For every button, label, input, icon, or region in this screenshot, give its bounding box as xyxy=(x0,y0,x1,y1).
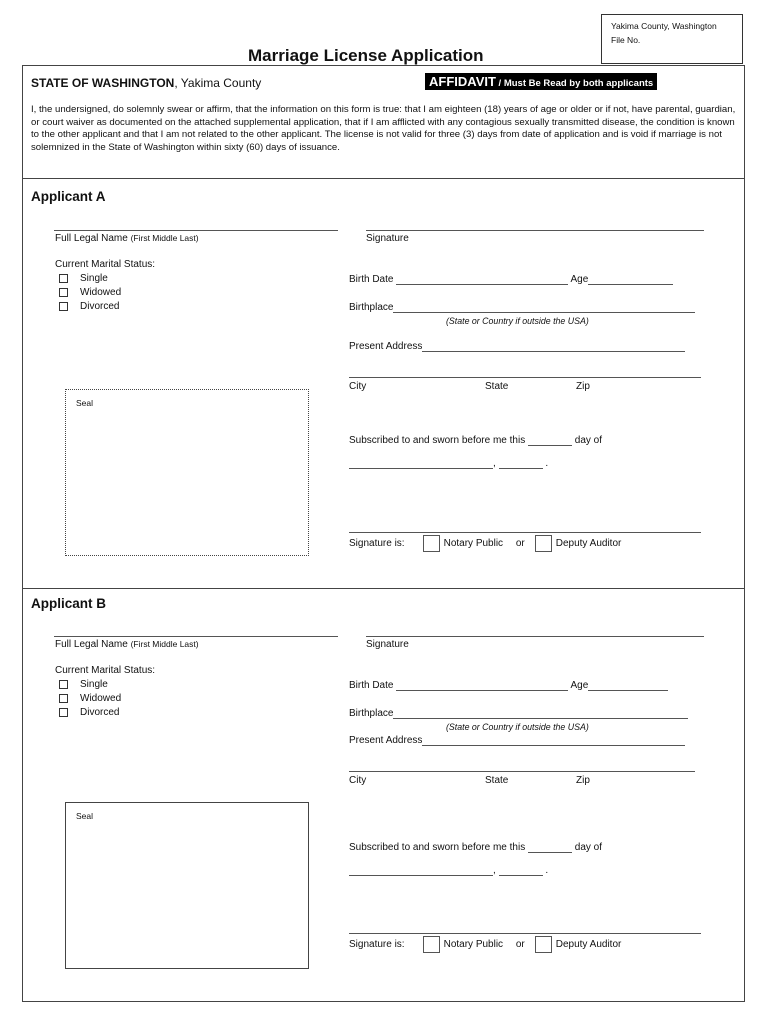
b-official-signature-field[interactable] xyxy=(349,933,701,934)
b-notary-checkbox[interactable] xyxy=(423,936,440,953)
a-birthplace-label: Birthplace xyxy=(349,302,394,313)
b-sworn-row xyxy=(349,842,602,853)
a-signature-label: Signature xyxy=(366,233,409,244)
a-sworn-date-row: , . xyxy=(349,458,548,469)
a-birth-date-field[interactable] xyxy=(396,274,568,285)
a-full-name-label xyxy=(55,233,199,244)
a-status-widowed-label: Widowed xyxy=(80,287,122,298)
a-or-label: or xyxy=(515,538,525,550)
state-name: STATE OF WASHINGTON xyxy=(31,76,175,90)
checkbox-icon[interactable] xyxy=(59,288,68,297)
a-notary-checkbox[interactable] xyxy=(423,535,440,552)
b-sworn-year-field[interactable] xyxy=(499,865,543,876)
a-official-signature-field[interactable] xyxy=(349,532,701,533)
affidavit-title: AFFIDAVIT xyxy=(429,74,496,89)
a-signature-is-label: Signature is: xyxy=(349,538,405,550)
b-deputy-checkbox[interactable] xyxy=(535,936,552,953)
file-box-county: Yakima County, Washington xyxy=(611,21,717,31)
section-divider xyxy=(22,588,745,589)
a-city-state-zip-field[interactable] xyxy=(349,377,701,378)
b-age-label: Age xyxy=(570,680,589,691)
a-deputy-checkbox[interactable] xyxy=(535,535,552,552)
a-status-divorced-label: Divorced xyxy=(80,301,120,312)
b-seal-label: Seal xyxy=(76,811,94,821)
b-full-name-field[interactable] xyxy=(54,636,338,637)
checkbox-icon[interactable] xyxy=(59,274,68,283)
b-full-name-hint: (First Middle Last) xyxy=(130,639,199,649)
checkbox-icon[interactable] xyxy=(59,302,68,311)
b-status-divorced[interactable] xyxy=(59,706,121,720)
section-divider xyxy=(22,178,745,179)
a-sworn-year-field[interactable] xyxy=(499,458,543,469)
file-number-box[interactable] xyxy=(601,14,743,64)
a-seal-label: Seal xyxy=(76,398,94,408)
a-birth-date-label: Birth Date xyxy=(349,274,394,285)
b-sworn-date-row: , . xyxy=(349,865,548,876)
b-deputy-label: Deputy Auditor xyxy=(555,939,622,951)
affidavit-text: I, the undersigned, do solemnly swear or affirm, that the information on this form is true: that I am eighteen (18) years of age or older or if not, have parental, guardian, or court waiver as documented on the attached supplemental application, that if I am afflicted with any contagious sexually transmitted disease, the condition is known to the other applicant and that I am not related to the other applicant. The license is not valid for three (3) days from date of application and is void if marriage is not solemnized in the State of Washington within sixty (60) days of issuance. xyxy=(31,104,736,153)
a-marital-status-label: Current Marital Status: xyxy=(55,259,156,270)
a-address-field[interactable] xyxy=(422,341,685,352)
a-address-label: Present Address xyxy=(349,341,423,352)
b-birthplace-hint: (State or Country if outside the USA) xyxy=(446,722,589,732)
a-status-single[interactable] xyxy=(59,272,121,286)
b-birthplace-field[interactable] xyxy=(393,708,688,719)
a-sworn-day-field[interactable] xyxy=(528,435,572,446)
b-status-widowed-label: Widowed xyxy=(80,693,122,704)
b-status-single[interactable] xyxy=(59,678,121,692)
a-sworn-row xyxy=(349,435,602,446)
b-signature-is-row xyxy=(349,936,621,953)
a-deputy-label: Deputy Auditor xyxy=(555,538,622,550)
b-sworn-text: Subscribed to and sworn before me this xyxy=(349,842,526,853)
applicant-a-title: Applicant A xyxy=(31,189,106,204)
b-or-label: or xyxy=(515,939,525,951)
a-age-field[interactable] xyxy=(588,274,673,285)
b-full-name-label xyxy=(55,639,199,650)
a-birthplace-row xyxy=(349,302,695,313)
a-address-row xyxy=(349,341,685,352)
b-birthplace-row xyxy=(349,708,688,719)
file-box-label: File No. xyxy=(611,35,641,45)
b-signature-is-label: Signature is: xyxy=(349,939,405,951)
a-zip-label: Zip xyxy=(576,381,590,392)
a-notary-label: Notary Public xyxy=(443,538,504,550)
b-sworn-day-field[interactable] xyxy=(528,842,572,853)
b-zip-label: Zip xyxy=(576,775,590,786)
a-status-divorced[interactable] xyxy=(59,300,121,314)
a-sworn-month-field[interactable] xyxy=(349,458,493,469)
b-birth-date-field[interactable] xyxy=(396,680,568,691)
b-address-label: Present Address xyxy=(349,735,423,746)
county-name: , Yakima County xyxy=(174,76,262,90)
a-full-name-field[interactable] xyxy=(54,230,338,231)
b-address-row xyxy=(349,735,685,746)
affidavit-banner xyxy=(425,73,657,90)
state-heading xyxy=(31,76,261,90)
b-status-divorced-label: Divorced xyxy=(80,707,120,718)
a-marital-status-options xyxy=(59,272,121,314)
a-signature-is-row xyxy=(349,535,621,552)
a-status-single-label: Single xyxy=(80,273,108,284)
a-birthplace-field[interactable] xyxy=(393,302,695,313)
checkbox-icon[interactable] xyxy=(59,680,68,689)
a-sworn-text: Subscribed to and sworn before me this xyxy=(349,435,526,446)
a-signature-field[interactable] xyxy=(366,230,704,231)
b-status-widowed[interactable] xyxy=(59,692,121,706)
a-status-widowed[interactable] xyxy=(59,286,121,300)
b-birth-date-row xyxy=(349,680,668,691)
checkbox-icon[interactable] xyxy=(59,708,68,717)
a-city-label: City xyxy=(349,381,367,392)
affidavit-subtitle: / Must Be Read by both applicants xyxy=(495,78,654,89)
a-birthplace-hint: (State or Country if outside the USA) xyxy=(446,316,589,326)
b-birthplace-label: Birthplace xyxy=(349,708,394,719)
b-full-name-label-text: Full Legal Name xyxy=(55,639,128,650)
page-title: Marriage License Application xyxy=(248,46,484,65)
a-seal-box xyxy=(65,389,309,556)
a-day-of: day of xyxy=(574,435,603,446)
checkbox-icon[interactable] xyxy=(59,694,68,703)
b-day-of: day of xyxy=(574,842,603,853)
a-full-name-label-text: Full Legal Name xyxy=(55,233,128,244)
b-seal-box xyxy=(65,802,309,969)
b-status-single-label: Single xyxy=(80,679,108,690)
b-state-label: State xyxy=(485,775,509,786)
b-city-label: City xyxy=(349,775,367,786)
a-state-label: State xyxy=(485,381,509,392)
b-city-state-zip-field[interactable] xyxy=(349,771,695,772)
b-marital-status-options xyxy=(59,678,121,720)
b-age-field[interactable] xyxy=(588,680,668,691)
b-signature-field[interactable] xyxy=(366,636,704,637)
b-sworn-month-field[interactable] xyxy=(349,865,493,876)
b-marital-status-label: Current Marital Status: xyxy=(55,665,156,676)
applicant-b-title: Applicant B xyxy=(31,596,107,611)
a-full-name-hint: (First Middle Last) xyxy=(130,233,199,243)
b-address-field[interactable] xyxy=(422,735,685,746)
a-age-label: Age xyxy=(570,274,589,285)
b-birth-date-label: Birth Date xyxy=(349,680,394,691)
b-signature-label: Signature xyxy=(366,639,409,650)
a-birth-date-row xyxy=(349,274,673,285)
b-notary-label: Notary Public xyxy=(443,939,504,951)
